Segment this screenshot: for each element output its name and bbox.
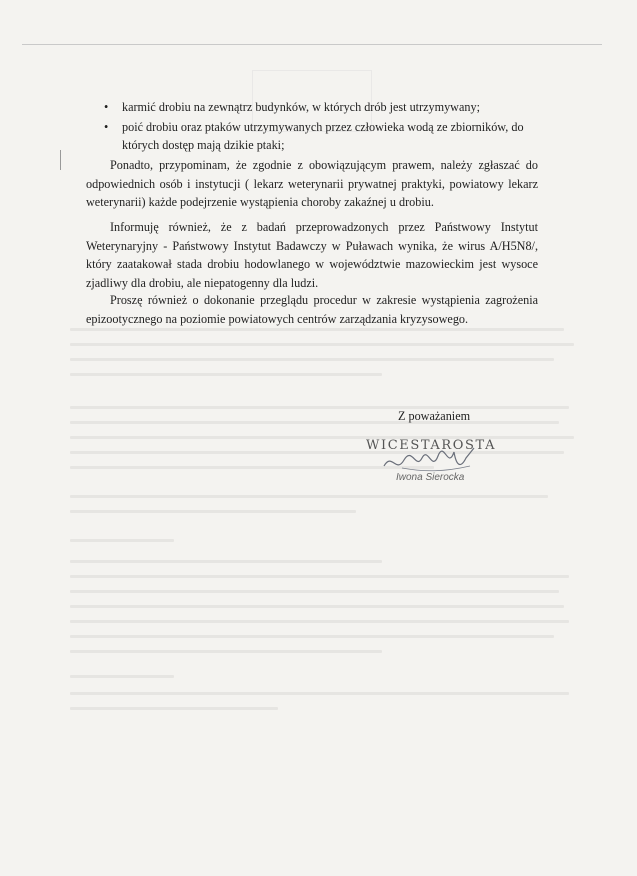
official-stamp <box>366 436 497 488</box>
margin-mark <box>60 150 61 170</box>
stamp-title: WICESTAROSTA <box>366 438 497 453</box>
bullet-dot-icon: • <box>104 100 109 114</box>
paragraph-virus-info: Informuję również, że z badań przeprowadzonych przez Państwowy Instytut Weterynaryjny - Państwowy Instytut Badawczy w Puławach wynika, że wirus A/H5N8/, który zaatakował stada drobiu hodowlanego w województwie mazowieckim jest wysoce zjadliwy dla drobiu, ale niepatogenny dla ludzi. <box>86 220 538 290</box>
bleedthrough-text <box>70 316 590 722</box>
paragraph-procedures: Proszę również o dokonanie przeglądu procedur w zakresie wystąpienia zagrożenia epizootycznego na poziomie powiatowych centrów zarządzania kryzysowego. <box>86 293 538 326</box>
signer-name: Iwona Sierocka <box>396 472 465 483</box>
bullet-dot-icon: • <box>104 120 109 134</box>
bullet-item: • poić drobiu oraz ptaków utrzymywanych przez człowieka wodą ze zbiorników, do których dostęp mają dzikie ptaki; <box>104 120 524 152</box>
bullet-item: • karmić drobiu na zewnątrz budynków, w których drób jest utrzymywany; <box>104 100 480 114</box>
closing-salutation: Z poważaniem <box>398 409 471 423</box>
top-rule <box>22 44 602 45</box>
bullet-list <box>100 98 540 156</box>
paragraph-reporting: Ponadto, przypominam, że zgodnie z obowiązującym prawem, należy zgłaszać do odpowiednich osób i instytucji ( lekarz weterynarii prywatnej praktyki, powiatowy lekarz weterynarii) każde podejrzenie wystąpienia choroby zakaźnej u drobiu. <box>86 158 538 209</box>
